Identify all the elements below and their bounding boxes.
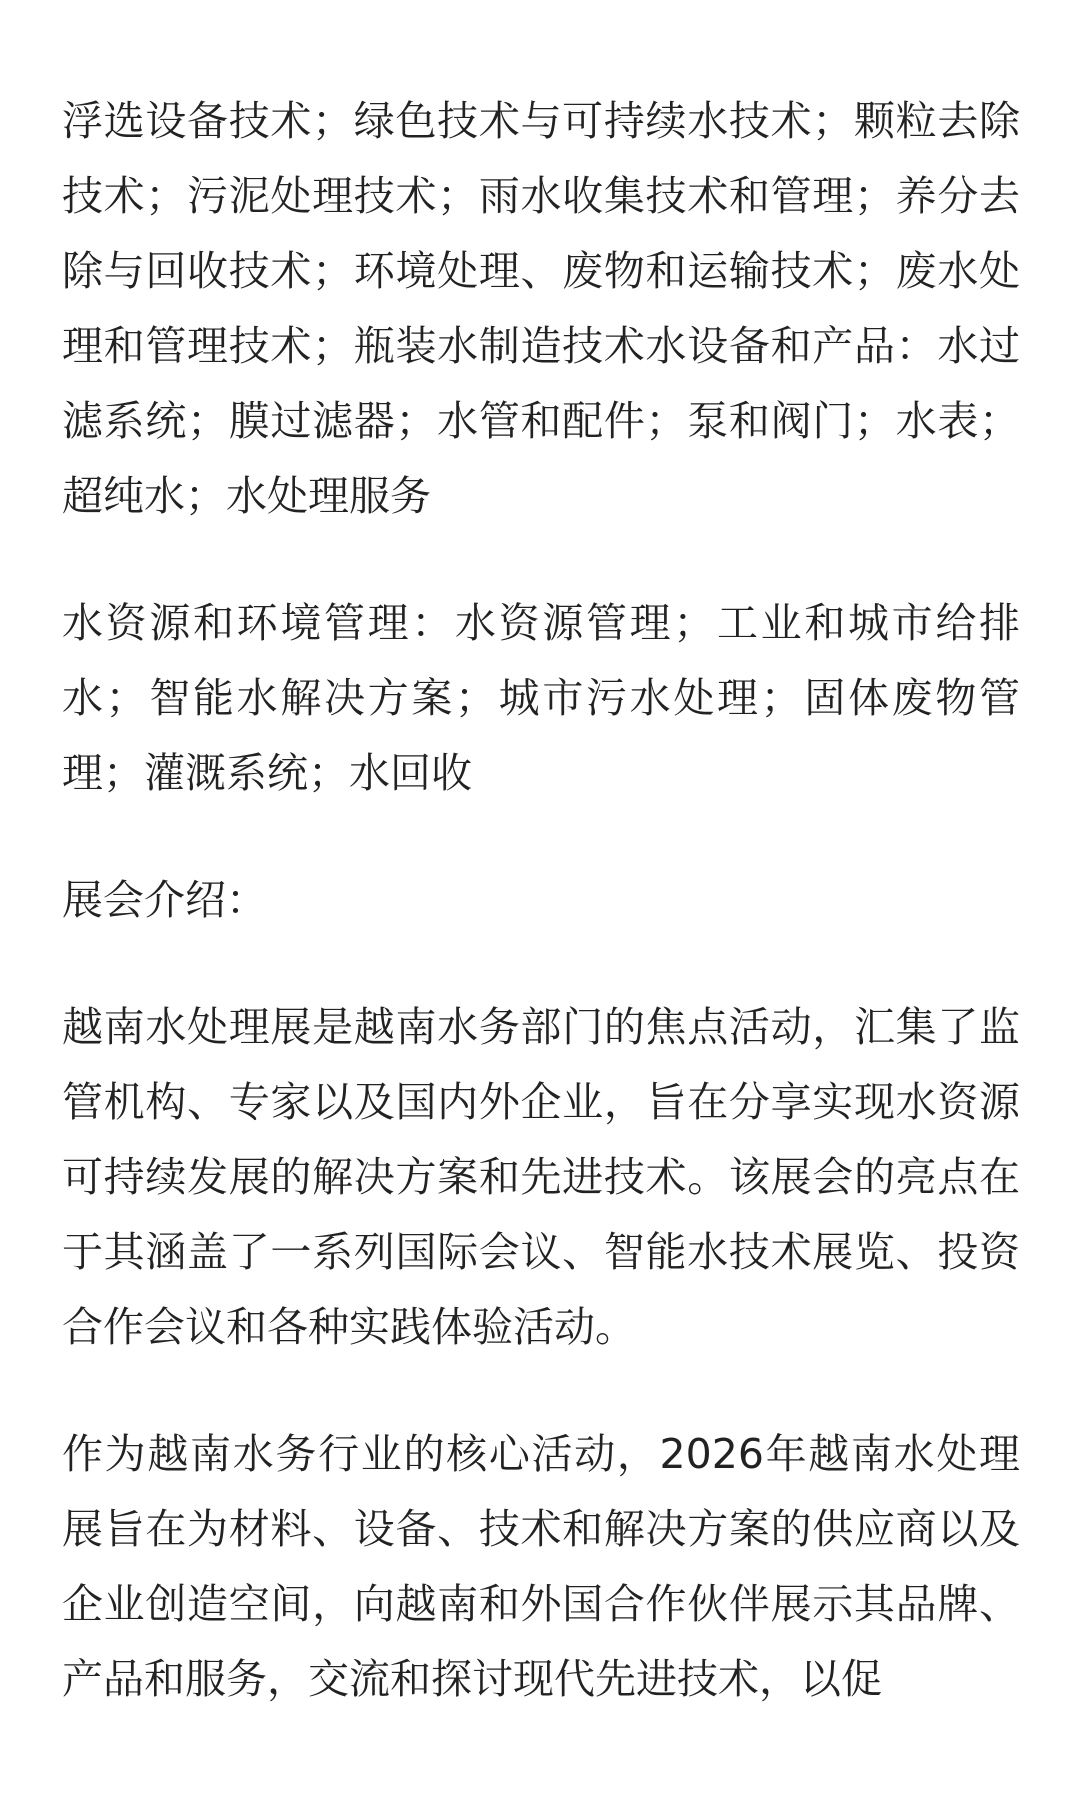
section-heading-exhibition-intro: 展会介绍：: [62, 876, 267, 924]
paragraph-water-resource-management: 水资源和环境管理：水资源管理；工业和城市给排水；智能水解决方案；城市污水处理；固体废物管理；灌溉系统；水回收: [62, 599, 1020, 797]
paragraph-exhibition-purpose: 作为越南水务行业的核心活动，2026年越南水处理展旨在为材料、设备、技术和解决方案的供应商以及企业创造空间，向越南和外国合作伙伴展示其品牌、产品和服务，交流和探讨现代先进技术，以促: [62, 1430, 1020, 1703]
paragraph-equipment-technologies: 浮选设备技术；绿色技术与可持续水技术；颗粒去除技术；污泥处理技术；雨水收集技术和管理；养分去除与回收技术；环境处理、废物和运输技术；废水处理和管理技术；瓶装水制造技术水设备和产品：水过滤系统；膜过滤器；水管和配件；泵和阀门；水表；超纯水；水处理服务: [62, 97, 1020, 520]
paragraph-exhibition-overview: 越南水处理展是越南水务部门的焦点活动，汇集了监管机构、专家以及国内外企业，旨在分享实现水资源可持续发展的解决方案和先进技术。该展会的亮点在于其涵盖了一系列国际会议、智能水技术展览、投资合作会议和各种实践体验活动。: [62, 1003, 1020, 1351]
article-body: [62, 84, 1020, 1769]
